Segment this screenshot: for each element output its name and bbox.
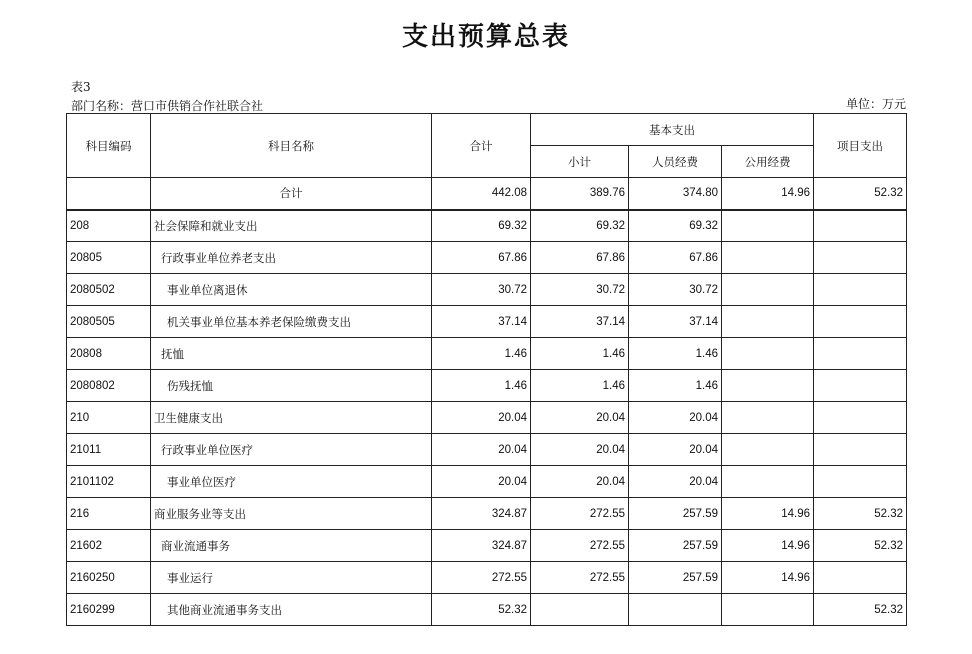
project-cell xyxy=(814,562,907,594)
personnel-cell: 1.46 xyxy=(629,338,722,370)
table-row xyxy=(67,402,907,434)
subtotal-cell: 1.46 xyxy=(531,370,629,402)
header-total: 合计 xyxy=(432,114,531,178)
public-cell: 14.96 xyxy=(722,498,814,530)
total-cell: 1.46 xyxy=(432,338,531,370)
code-cell: 216 xyxy=(67,498,151,530)
public-cell xyxy=(722,434,814,466)
code-cell: 2080502 xyxy=(67,274,151,306)
table-row xyxy=(67,242,907,274)
subtotal-cell: 272.55 xyxy=(531,562,629,594)
public-cell: 14.96 xyxy=(722,562,814,594)
total-cell: 67.86 xyxy=(432,242,531,274)
project-cell xyxy=(814,306,907,338)
code-cell: 20808 xyxy=(67,338,151,370)
total-cell: 324.87 xyxy=(432,530,531,562)
total-cell: 30.72 xyxy=(432,274,531,306)
subtotal-cell: 69.32 xyxy=(531,210,629,242)
code-cell xyxy=(67,178,151,210)
subtotal-cell: 67.86 xyxy=(531,242,629,274)
public-cell xyxy=(722,306,814,338)
project-cell: 52.32 xyxy=(814,498,907,530)
unit-label: 单位：万元 xyxy=(845,97,906,111)
public-cell xyxy=(722,338,814,370)
name-cell: 行政事业单位养老支出 xyxy=(151,242,432,274)
budget-table xyxy=(66,113,907,626)
subtotal-cell: 272.55 xyxy=(531,530,629,562)
code-cell: 2080505 xyxy=(67,306,151,338)
name-cell: 事业单位离退休 xyxy=(151,274,432,306)
total-cell: 272.55 xyxy=(432,562,531,594)
public-cell: 14.96 xyxy=(722,178,814,210)
code-cell: 2160299 xyxy=(67,594,151,626)
page-title: 支出预算总表 xyxy=(401,22,570,52)
total-cell: 20.04 xyxy=(432,466,531,498)
personnel-cell: 30.72 xyxy=(629,274,722,306)
project-cell: 52.32 xyxy=(814,530,907,562)
department-name: 部门名称：营口市供销合作社联合社 xyxy=(71,99,264,113)
project-cell: 52.32 xyxy=(814,178,907,210)
personnel-cell: 69.32 xyxy=(629,210,722,242)
header-code: 科目编码 xyxy=(67,114,151,178)
code-cell: 2101102 xyxy=(67,466,151,498)
subtotal-cell: 20.04 xyxy=(531,466,629,498)
public-cell xyxy=(722,402,814,434)
subtotal-cell xyxy=(531,594,629,626)
personnel-cell: 37.14 xyxy=(629,306,722,338)
project-cell xyxy=(814,370,907,402)
total-cell: 20.04 xyxy=(432,434,531,466)
project-cell xyxy=(814,274,907,306)
personnel-cell: 20.04 xyxy=(629,402,722,434)
subtotal-cell: 389.76 xyxy=(531,178,629,210)
name-cell: 商业流通事务 xyxy=(151,530,432,562)
personnel-cell: 257.59 xyxy=(629,530,722,562)
public-cell: 14.96 xyxy=(722,530,814,562)
personnel-cell: 257.59 xyxy=(629,498,722,530)
total-cell: 52.32 xyxy=(432,594,531,626)
personnel-cell: 1.46 xyxy=(629,370,722,402)
code-cell: 2160250 xyxy=(67,562,151,594)
subtotal-cell: 30.72 xyxy=(531,274,629,306)
table-row xyxy=(67,306,907,338)
project-cell xyxy=(814,402,907,434)
personnel-cell xyxy=(629,594,722,626)
project-cell xyxy=(814,466,907,498)
name-cell: 抚恤 xyxy=(151,338,432,370)
public-cell xyxy=(722,210,814,242)
subtotal-cell: 37.14 xyxy=(531,306,629,338)
public-cell xyxy=(722,594,814,626)
project-cell: 52.32 xyxy=(814,594,907,626)
name-cell: 伤残抚恤 xyxy=(151,370,432,402)
code-cell: 208 xyxy=(67,210,151,242)
table-row xyxy=(67,274,907,306)
total-cell: 69.32 xyxy=(432,210,531,242)
personnel-cell: 20.04 xyxy=(629,466,722,498)
code-cell: 21011 xyxy=(67,434,151,466)
total-cell: 442.08 xyxy=(432,178,531,210)
name-cell: 卫生健康支出 xyxy=(151,402,432,434)
subtotal-cell: 20.04 xyxy=(531,402,629,434)
project-cell xyxy=(814,434,907,466)
table-row xyxy=(67,562,907,594)
code-cell: 21602 xyxy=(67,530,151,562)
table-row xyxy=(67,594,907,626)
name-cell: 事业单位医疗 xyxy=(151,466,432,498)
table-row xyxy=(67,434,907,466)
header-basic: 基本支出 xyxy=(531,114,814,146)
table-row xyxy=(67,530,907,562)
personnel-cell: 20.04 xyxy=(629,434,722,466)
name-cell: 合计 xyxy=(151,178,432,210)
table-row xyxy=(67,178,907,210)
subtotal-cell: 1.46 xyxy=(531,338,629,370)
project-cell xyxy=(814,242,907,274)
project-cell xyxy=(814,210,907,242)
project-cell xyxy=(814,338,907,370)
header-personnel: 人员经费 xyxy=(629,146,722,178)
header-name: 科目名称 xyxy=(151,114,432,178)
public-cell xyxy=(722,242,814,274)
header-project: 项目支出 xyxy=(814,114,907,178)
subtotal-cell: 272.55 xyxy=(531,498,629,530)
name-cell: 机关事业单位基本养老保险缴费支出 xyxy=(151,306,432,338)
table-number: 表3 xyxy=(71,80,91,94)
subtotal-cell: 20.04 xyxy=(531,434,629,466)
total-cell: 324.87 xyxy=(432,498,531,530)
total-cell: 20.04 xyxy=(432,402,531,434)
personnel-cell: 374.80 xyxy=(629,178,722,210)
code-cell: 210 xyxy=(67,402,151,434)
table-row xyxy=(67,466,907,498)
header-public: 公用经费 xyxy=(722,146,814,178)
name-cell: 商业服务业等支出 xyxy=(151,498,432,530)
total-cell: 1.46 xyxy=(432,370,531,402)
public-cell xyxy=(722,274,814,306)
table-row xyxy=(67,210,907,242)
table-row xyxy=(67,370,907,402)
name-cell: 行政事业单位医疗 xyxy=(151,434,432,466)
table-row xyxy=(67,338,907,370)
name-cell: 其他商业流通事务支出 xyxy=(151,594,432,626)
personnel-cell: 67.86 xyxy=(629,242,722,274)
public-cell xyxy=(722,370,814,402)
total-cell: 37.14 xyxy=(432,306,531,338)
public-cell xyxy=(722,466,814,498)
name-cell: 事业运行 xyxy=(151,562,432,594)
code-cell: 20805 xyxy=(67,242,151,274)
table-row xyxy=(67,498,907,530)
code-cell: 2080802 xyxy=(67,370,151,402)
personnel-cell: 257.59 xyxy=(629,562,722,594)
name-cell: 社会保障和就业支出 xyxy=(151,210,432,242)
header-subtotal: 小计 xyxy=(531,146,629,178)
